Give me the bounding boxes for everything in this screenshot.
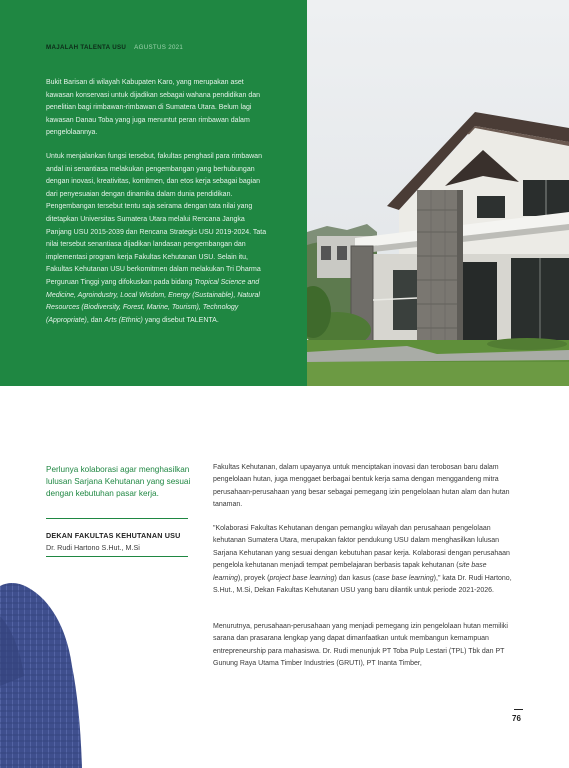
- text-run: yang disebut TALENTA.: [142, 316, 219, 324]
- dean-name: Dr. Rudi Hartono S.Hut., M.Si: [46, 543, 140, 552]
- text-run: )," kata Dr. Rudi Hartono, S.Hut., M.Si, Dekan Fakultas Kehutanan USU yang baru dilantik untuk periode 2021-2026.: [213, 574, 512, 595]
- dean-portrait: [0, 576, 84, 768]
- italic-run: case base learning: [374, 574, 434, 582]
- pull-quote: Perlunya kolaborasi agar menghasilkan lulusan Sarjana Kehutanan yang sesuai dengan kebutuhan pasar kerja.: [46, 465, 191, 498]
- running-header: [46, 44, 183, 51]
- divider: [46, 518, 188, 519]
- text-run: ), proyek (: [237, 574, 270, 582]
- dean-title: DEKAN FAKULTAS KEHUTANAN USU: [46, 531, 181, 540]
- page-number: 76: [512, 714, 521, 723]
- text-run: "Kolaborasi Fakultas Kehutanan dengan pemangku wilayah dan perusahaan pengelolaan kehutanan Sumatera Utara, merupakan faktor pendukung USU dalam menghasilkan lulusan Sarjana Kehutanan yang sesuai dengan kebutuhan pasar kerja. Kolaborasi dengan perusahaan pengelola kehutanan menjadi tempat pembelajaran berbasis tapak kehutanan (: [213, 525, 510, 570]
- text-run: Untuk menjalankan fungsi tersebut, fakultas penghasil para rimbawan andal ini senantiasa melakukan pengembangan yang berhubungan dengan inovasi, kreativitas, komitmen, dan etos kerja sebagai bagian dari penyesuaian dengan dinamika dalam dunia pendidikan. Pengembangan tersebut tentu saja seirama dengan tata nilai yang ditetapkan Universitas Sumatera Utara melalui Rencana Jangka Panjang USU 2015-2039 dan Rencana Strategis USU 2019-2024. Tata nilai tersebut senantiasa dijadikan landasan pengembangan dan implementasi program kerja Fakultas Kehutanan USU. Selain itu, Fakultas Kehutanan USU berkomitmen dalam melakukan Tri Dharma Perguruan Tinggi yang difokuskan pada bidang: [46, 153, 267, 286]
- italic-run: site base learning: [213, 562, 487, 582]
- text-run: , dan: [86, 316, 105, 324]
- italic-run: Arts (Ethnic): [104, 316, 143, 324]
- green-paragraph-1: Bukit Barisan di wilayah Kabupaten Karo, yang merupakan aset kawasan konservasi untuk dijadikan sebagai wahana pendidikan dan penelitian bagi rimbawan-rimbawan di Sumatera Utara. Belum lagi kawasan Danau Toba yang juga menuntut peran rimbawan dalam pengelolaannya.: [46, 79, 261, 137]
- italic-run: Tropical Science and Medicine, Agroindustry, Local Wisdom, Energy (Sustainable), Natural Resources (Biodiversity, Forest, Marine, Tourism), Technology (Appropriate): [46, 278, 260, 324]
- italic-run: project base learning: [269, 574, 335, 582]
- body-paragraph-2: [213, 523, 517, 597]
- page-number-rule: [514, 709, 523, 710]
- body-paragraph-3: Menurutnya, perusahaan-perusahaan yang menjadi pemegang izin pengelolaan hutan memiliki sarana dan prasarana lengkap yang dapat dimanfaatkan untuk membangun kemampuan entrepreneurship para mahasiswa. Dr. Rudi menunjuk PT Toba Pulp Lestari (TPL) Tbk dan PT Gunung Raya Utama Timber Industries (GRUTI), PT Inanta Timber,: [213, 623, 508, 668]
- building-photo: [307, 0, 569, 386]
- text-run: ) dan kasus (: [334, 574, 375, 582]
- divider: [46, 556, 188, 557]
- issue-date: AGUSTUS 2021: [134, 44, 184, 51]
- green-paragraph-2: [46, 151, 268, 327]
- magazine-name: MAJALAH TALENTA USU: [46, 44, 127, 51]
- body-paragraph-1: Fakultas Kehutanan, dalam upayanya untuk menciptakan inovasi dan terobosan baru dalam pengelolaan hutan, juga menggaet berbagai bentuk kerja sama dengan menggandeng mitra perusahaan-perusahaan yang besar sebagai pemegang izin pengelolaan hutan alam dan hutan tanaman.: [213, 464, 510, 509]
